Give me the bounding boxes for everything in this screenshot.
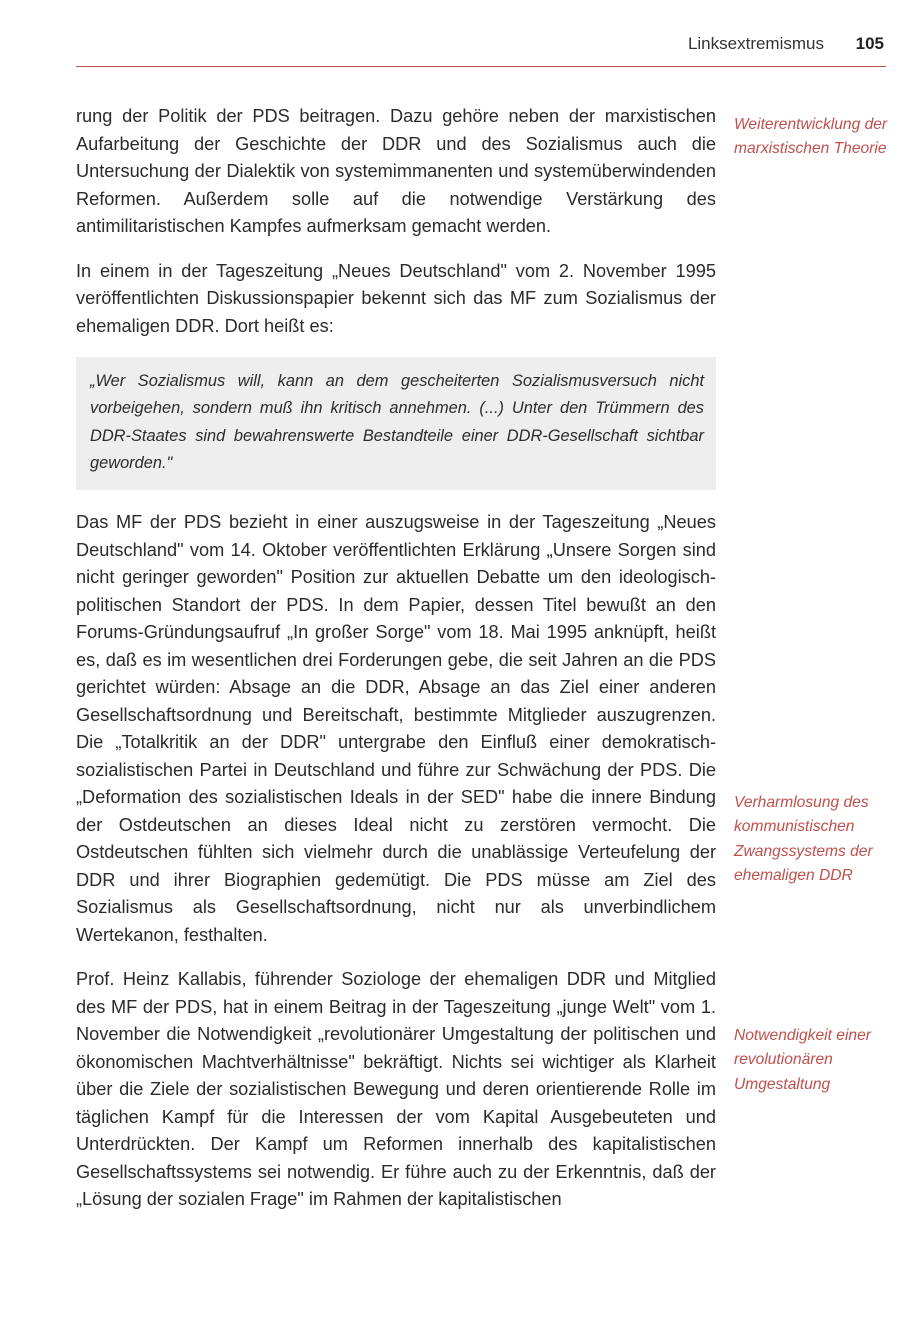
paragraph-2: In einem in der Tageszeitung „Neues Deutschland" vom 2. November 1995 veröffentlichten Diskussionspapier bekennt sich das MF zum Sozialismus der ehemaligen DDR. Dort heißt es:	[76, 260, 716, 336]
margin-note-2: Verharmlosung des kommunistischen Zwangssystems der ehemaligen DDR	[734, 794, 873, 884]
running-title: Linksextremismus	[687, 34, 824, 53]
margin-note-3: Notwendigkeit einer revolutionären Umgestaltung	[734, 1027, 871, 1093]
paragraph-3: Das MF der PDS bezieht in einer auszugsweise in der Tageszeitung „Neues Deutschland" vom 14. Oktober veröffentlichten Erklärung „Unsere Sorgen sind nicht geringer geworden" Position zur aktuellen Debatte um den ideologisch-politischen Standort der PDS. In dem Papier, dessen Titel bewußt an den Forums-Gründungsaufruf „In großer Sorge" vom 18. Mai 1995 anknüpft, heißt es, daß es im wesentlichen drei Forderungen gebe, die seit Jahren an die PDS gerichtet würden: Absage an die DDR, Absage an das Ziel einer anderen Gesellschaftsordnung und Bereitschaft, bestimmte Mitglieder auszugrenzen. Die „Totalkritik an der DDR" untergrabe den Einfluß einer demokratisch-sozialistischen Partei in Deutschland und führe zur Schwächung der PDS. Die „Deformation des sozialistischen Ideals in der SED" habe die innere Bindung der Ostdeutschen an dieses Ideal nicht zu zerstören vermocht. Die Ostdeutschen fühlten sich vielmehr durch die unablässige Verteufelung der DDR und ihrer Biographien gedemütigt. Die PDS müsse am Ziel des Sozialismus als Gesellschaftsordnung, nicht nur als unverbindlichem Wertekanon, festhalten.	[76, 512, 716, 945]
margin-note-1: Weiterentwicklung der marxistischen Theorie	[734, 116, 888, 158]
main-text-column	[76, 103, 716, 1231]
block-quote: „Wer Sozialismus will, kann an dem gescheiterten Sozialismusversuch nicht vorbeigehen, sondern muß ihn kritisch annehmen. (...) Unter den Trümmern des DDR-Staates sind bewahrenswerte Bestandteile einer DDR-Gesellschaft sichtbar geworden."	[76, 357, 716, 490]
header-divider	[76, 66, 886, 67]
page-number: 105	[855, 34, 884, 53]
running-header	[76, 34, 884, 60]
paragraph-1: rung der Politik der PDS beitragen. Dazu gehöre neben der marxistischen Aufarbeitung der Geschichte der DDR und des Sozialismus auch die Untersuchung der Dialektik von systemimmanenten und systemüberwindenden Reformen. Außerdem solle auf die notwendige Verstärkung des antimilitaristischen Kampfes aufmerksam gemacht werden.	[76, 106, 716, 236]
paragraph-4: Prof. Heinz Kallabis, führender Soziologe der ehemaligen DDR und Mitglied des MF der PDS, hat in einem Beitrag in der Tageszeitung „junge Welt" vom 1. November die Notwendigkeit „revolutionärer Umgestaltung der politischen und ökonomischen Machtverhältnisse" bekräftigt. Nichts sei wichtiger als Klarheit über die Ziele der sozialistischen Bewegung und deren orientierende Rolle im täglichen Kampf für die Interessen der vom Kapital Ausgebeuteten und Unterdrückten. Der Kampf um Reformen innerhalb des kapitalistischen Gesellschaftssystems sei notwendig. Er führe auch zu der Erkenntnis, daß der „Lösung der sozialen Frage" im Rahmen der kapitalistischen	[76, 969, 716, 1210]
